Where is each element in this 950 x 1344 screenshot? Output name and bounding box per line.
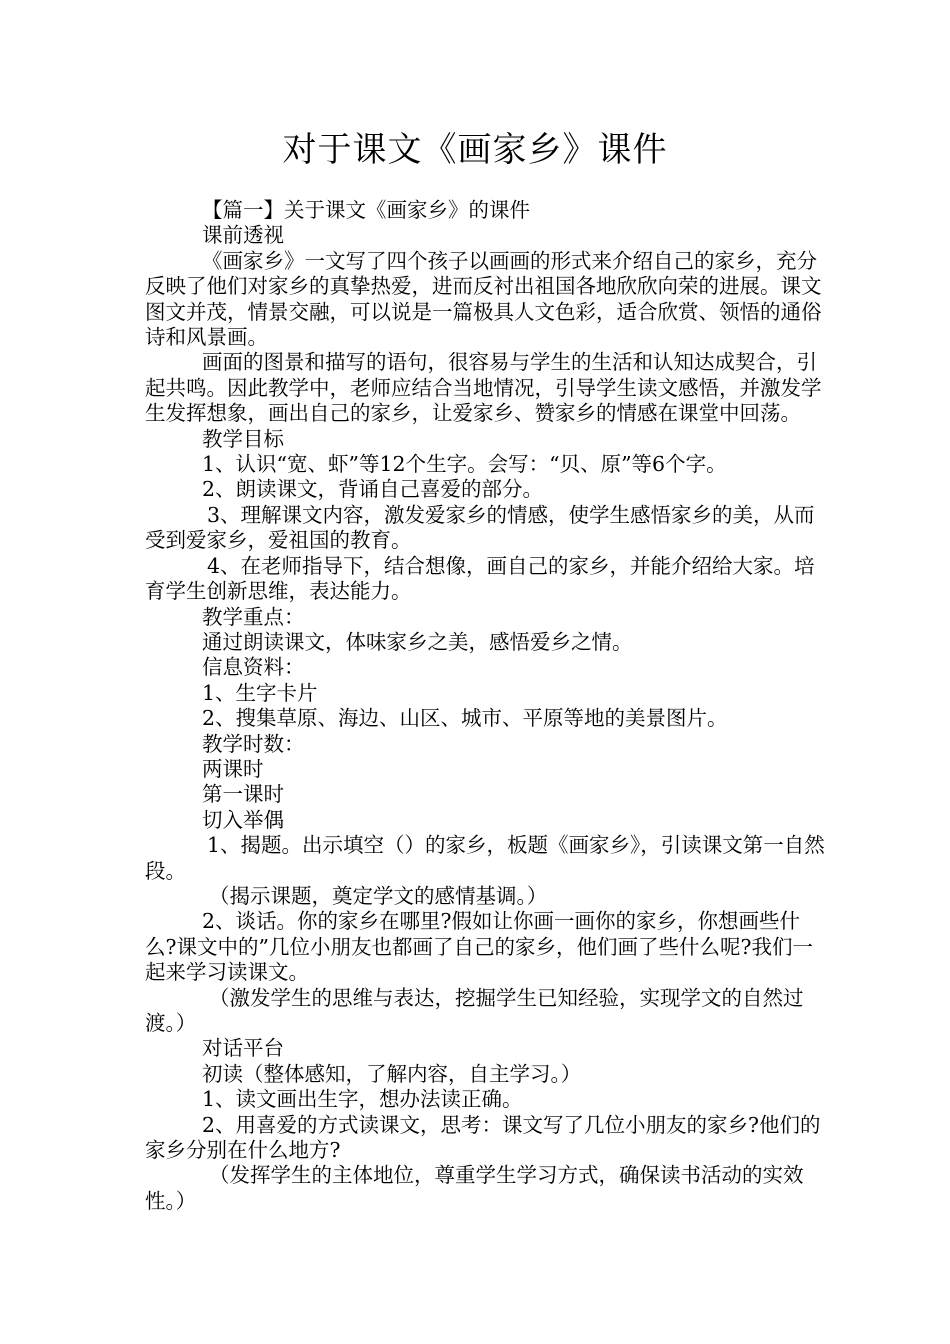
- list-item: 1、认识“宽、虾”等12个生字。会写：“贝、原”等6个字。: [202, 452, 727, 477]
- list-item: 1、读文画出生字，想办法读正确。: [202, 1087, 523, 1112]
- list-item: 2、朗读课文，背诵自己喜爱的部分。: [202, 477, 544, 502]
- subheading: 切入举偶: [202, 807, 284, 832]
- subheading: 教学时数：: [202, 731, 305, 756]
- note: （发挥学生的主体地位，尊重学生学习方式，确保读书活动的实效性。）: [145, 1163, 804, 1213]
- paragraph: 通过朗读课文，体味家乡之美，感悟爱乡之情。: [202, 629, 633, 654]
- subheading: 第一课时: [202, 782, 284, 807]
- list-item: 1、生字卡片: [202, 680, 318, 705]
- document-body: [145, 198, 825, 1214]
- list-item: 4、在老师指导下，结合想像，画自己的家乡，并能介绍给大家。培育学生创新思维，表达能力。: [145, 553, 815, 604]
- subheading: 课前透视: [202, 223, 284, 248]
- list-item: 1、揭题。出示填空（）的家乡，板题《画家乡》，引读课文第一自然段。: [145, 833, 825, 883]
- list-item: 3、理解课文内容，激发爱家乡的情感，使学生感悟家乡的美，从而受到爱家乡，爱祖国的教育。: [145, 502, 815, 553]
- subheading: 教学重点：: [202, 604, 305, 629]
- subheading: 对话平台: [202, 1036, 284, 1061]
- section-heading: 【篇一】关于课文《画家乡》的课件: [202, 198, 530, 222]
- list-item: 2、谈话。你的家乡在哪里?假如让你画一画你的家乡，你想画些什么?课文中的”几位小朋友也都画了自己的家乡，他们画了些什么呢?我们一起来学习读课文。: [145, 909, 813, 985]
- paragraph: 初读（整体感知，了解内容，自主学习。）: [202, 1061, 582, 1086]
- paragraph: 画面的图景和描写的语句，很容易与学生的生活和认知达成契合，引起共鸣。因此教学中，老师应结合当地情况，引导学生读文感悟，并激发学生发挥想象，画出自己的家乡，让爱家乡、赞家乡的情感在课堂中回荡。: [145, 350, 822, 426]
- note: （激发学生的思维与表达，挖掘学生已知经验，实现学文的自然过渡。）: [145, 985, 804, 1035]
- note: （揭示课题，奠定学文的感情基调。）: [209, 883, 548, 908]
- list-item: 2、搜集草原、海边、山区、城市、平原等地的美景图片。: [202, 706, 728, 731]
- subheading: 教学目标: [202, 426, 284, 451]
- paragraph: 《画家乡》一文写了四个孩子以画画的形式来介绍自己的家乡，充分反映了他们对家乡的真挚热爱，进而反衬出祖国各地欣欣向荣的进展。课文图文并茂，情景交融，可以说是一篇极具人文色彩，适合欣赏、领悟的通俗诗和风景画。: [145, 248, 822, 350]
- subheading: 信息资料：: [202, 655, 305, 680]
- paragraph: 两课时: [202, 756, 264, 781]
- list-item: 2、用喜爱的方式读课文，思考：课文写了几位小朋友的家乡?他们的家乡分别在什么地方?: [145, 1112, 821, 1163]
- document-title: 对于课文《画家乡》课件: [282, 130, 668, 170]
